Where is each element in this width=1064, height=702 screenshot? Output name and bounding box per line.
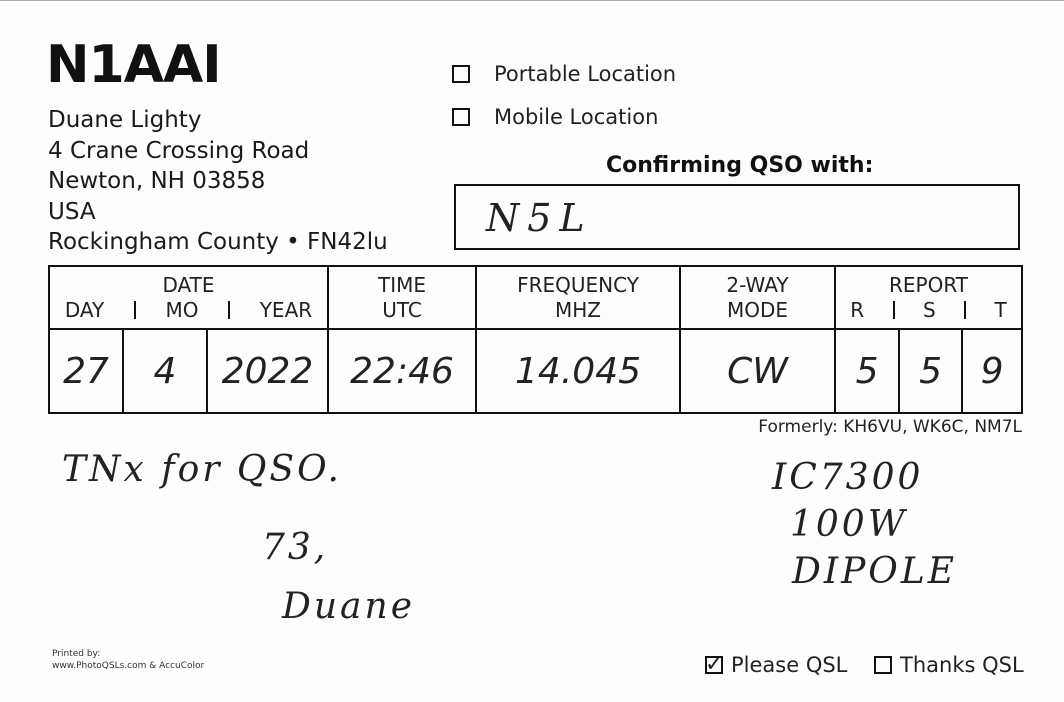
time-header: TIME — [378, 272, 427, 297]
confirming-qso-box — [454, 184, 1020, 250]
qso-log-table — [48, 265, 1023, 414]
report-separator — [893, 301, 895, 319]
former-callsigns: Formerly: KH6VU, WK6C, NM7L — [758, 417, 1022, 437]
station-address-line2: Newton, NH 03858 — [48, 168, 266, 194]
confirming-qso-callsign: N5L — [486, 196, 593, 240]
thanks-qsl-option[interactable] — [874, 653, 1024, 677]
mobile-location-label: Mobile Location — [494, 105, 659, 129]
mode-subheader: MODE — [726, 297, 789, 322]
mode-value: CW — [680, 329, 835, 413]
printer-credit-line2: www.PhotoQSLs.com & AccuColor — [52, 660, 205, 671]
station-name: Duane Lighty — [48, 107, 202, 133]
station-callsign: N1AAI — [46, 35, 221, 95]
date-separator — [228, 301, 230, 319]
check-mark-icon: ✓ — [705, 652, 724, 677]
day-value: 27 — [49, 329, 123, 413]
report-header: REPORT — [889, 272, 969, 297]
mode-header: 2-WAY — [726, 272, 789, 297]
month-value: 4 — [123, 329, 207, 413]
time-value: 22:46 — [328, 329, 476, 413]
report-r-header: R — [850, 297, 865, 322]
portable-location-option[interactable] — [452, 62, 676, 86]
handwritten-closing: 73, — [262, 527, 329, 568]
report-separator — [964, 301, 966, 319]
station-county-grid: Rockingham County • FN42lu — [48, 229, 388, 255]
month-header: MO — [165, 297, 199, 322]
handwritten-thanks: TNx for QSO. — [62, 449, 342, 490]
report-subheaders — [836, 298, 1021, 323]
report-t-header: T — [994, 297, 1007, 322]
mobile-location-option[interactable] — [452, 105, 658, 129]
date-separator — [134, 301, 136, 319]
frequency-header: FREQUENCY — [517, 272, 639, 297]
date-header-cell — [49, 266, 328, 329]
please-qsl-checkbox[interactable] — [705, 652, 724, 677]
station-address-line1: 4 Crane Crossing Road — [48, 138, 310, 164]
printer-credit — [52, 649, 204, 672]
frequency-header-cell — [476, 266, 680, 329]
date-header: DATE — [162, 272, 215, 297]
year-value: 2022 — [207, 329, 328, 413]
time-subheader: UTC — [382, 297, 422, 322]
printer-credit-line1: Printed by: — [52, 649, 101, 659]
day-header: DAY — [64, 297, 105, 322]
mobile-location-checkbox[interactable] — [452, 108, 470, 126]
please-qsl-option[interactable] — [705, 653, 847, 677]
frequency-subheader: MHZ — [555, 297, 602, 322]
handwritten-antenna: DIPOLE — [792, 551, 958, 592]
thanks-qsl-label: Thanks QSL — [900, 653, 1024, 677]
frequency-value: 14.045 — [476, 329, 680, 413]
year-header: YEAR — [259, 297, 313, 322]
mode-header-cell — [680, 266, 835, 329]
confirming-qso-label: Confirming QSO with: — [606, 153, 874, 178]
portable-location-label: Portable Location — [494, 62, 677, 86]
report-header-cell — [835, 266, 1022, 329]
report-t-value: 9 — [962, 329, 1022, 413]
handwritten-power: 100W — [790, 504, 908, 545]
handwritten-signature: Duane — [282, 586, 416, 627]
station-country: USA — [48, 199, 96, 225]
report-s-header: S — [922, 297, 936, 322]
handwritten-rig: IC7300 — [772, 457, 924, 498]
time-header-cell — [328, 266, 476, 329]
thanks-qsl-checkbox[interactable] — [874, 656, 892, 674]
please-qsl-label: Please QSL — [731, 653, 848, 677]
report-s-value: 5 — [899, 329, 962, 413]
portable-location-checkbox[interactable] — [452, 65, 470, 83]
date-subheaders — [50, 298, 327, 323]
report-r-value: 5 — [835, 329, 899, 413]
